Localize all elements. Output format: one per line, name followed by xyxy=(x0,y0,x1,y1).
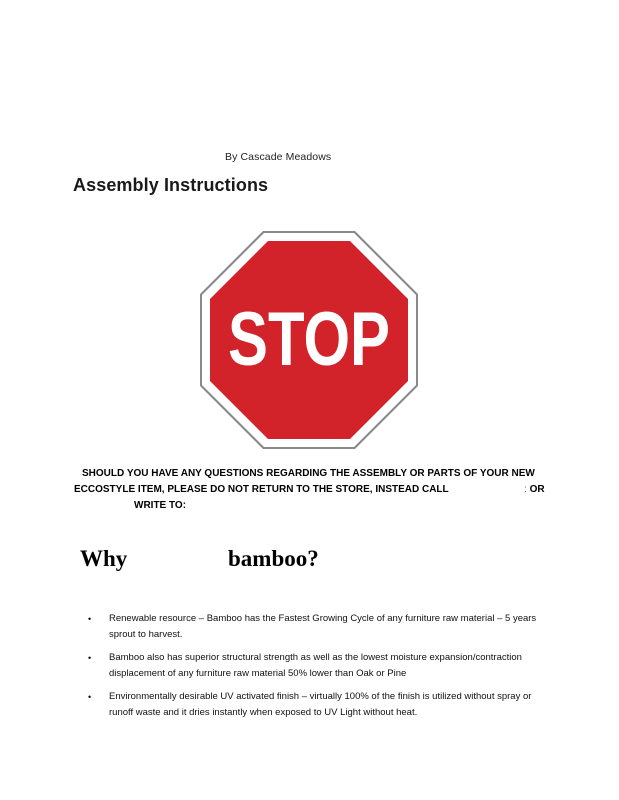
stop-sign-text: STOP xyxy=(228,297,390,382)
list-item-text: Renewable resource – Bamboo has the Fastest Growing Cycle of any furniture raw material – 5 years sprout to harvest. xyxy=(109,613,537,640)
bullet-icon: • xyxy=(88,653,92,663)
bamboo-benefits-list xyxy=(88,611,548,728)
page-title: Assembly Instructions xyxy=(73,175,269,195)
stop-sign-icon xyxy=(198,229,420,451)
why-heading-word-1: Why xyxy=(80,546,128,571)
notice-or: OR xyxy=(529,484,545,495)
list-item xyxy=(88,689,548,721)
notice-colon: : xyxy=(524,484,527,495)
notice-line-3: WRITE TO: xyxy=(134,500,187,511)
list-item-text: Bamboo also has superior structural strength as well as the lowest moisture expansion/contraction displacement of any furniture raw material 50% lower than Oak or Pine xyxy=(109,652,522,679)
byline: By Cascade Meadows xyxy=(225,151,332,163)
notice-line-1: SHOULD YOU HAVE ANY QUESTIONS REGARDING THE ASSEMBLY OR PARTS OF YOUR NEW xyxy=(82,468,535,479)
list-item xyxy=(88,650,548,682)
list-item xyxy=(88,611,548,643)
list-item-text: Environmentally desirable UV activated finish – virtually 100% of the finish is utilized without spray or runoff waste and it dries instantly when exposed to UV Light without heat. xyxy=(109,691,532,718)
notice-line-2-end xyxy=(524,481,545,498)
notice-line-2: ECCOSTYLE ITEM, PLEASE DO NOT RETURN TO THE STORE, INSTEAD CALL xyxy=(74,484,449,495)
bullet-icon: • xyxy=(88,692,92,702)
bullet-icon: • xyxy=(88,614,92,624)
why-heading-word-2: bamboo? xyxy=(228,546,319,571)
